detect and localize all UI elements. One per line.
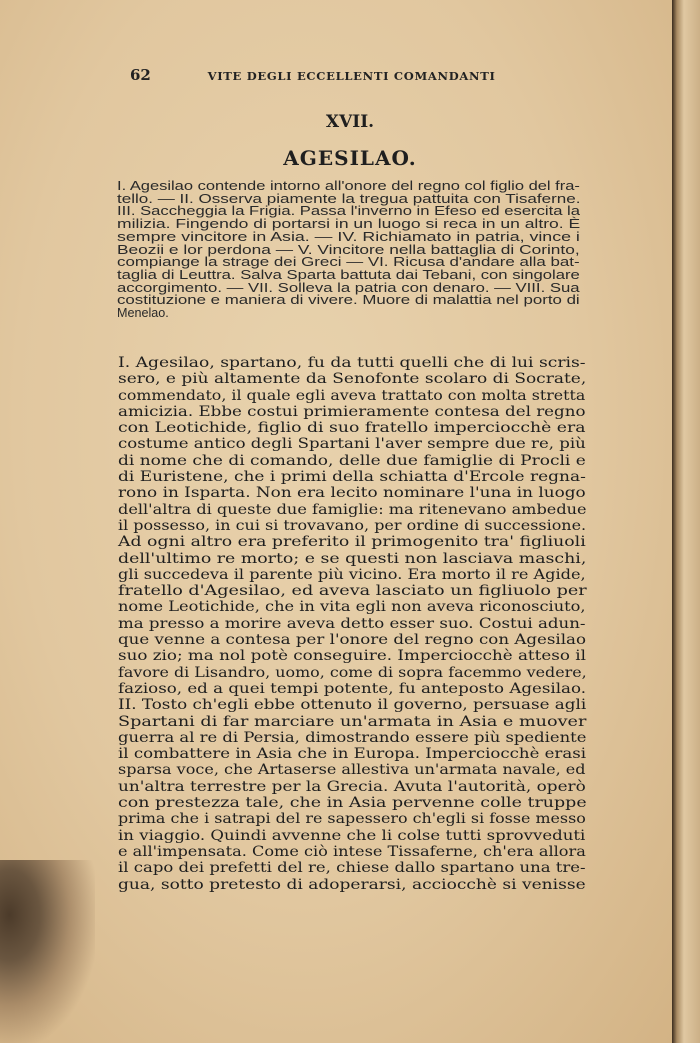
body-line: con Leotichide, figlio di suo fratello imperciocchè era xyxy=(118,420,586,437)
body-line: il combattere in Asia che in Europa. Imperciocchè erasi xyxy=(118,746,587,763)
summary-line: I. Agesilao contende intorno all'onore del regno col figlio del fra- xyxy=(117,179,580,193)
summary-line: tello. — II. Osserva piamente la tregua pattuita con Tisaferne. xyxy=(117,191,581,206)
body-line: dell'altra di queste due famiglie: ma ritenevano ambedue xyxy=(118,501,587,518)
running-head xyxy=(130,66,496,84)
body-line: que venne a contesa per l'onore del regno con Agesilao xyxy=(118,632,586,649)
summary-line: sempre vincitore in Asia. — IV. Richiamato in patria, vince i xyxy=(117,229,580,244)
body-line: Spartani di far marciare un'armata in Asia e muover xyxy=(118,713,587,730)
body-line: dell'ultimo re morto; e se questi non lasciava maschi, xyxy=(118,550,587,567)
body-line: con prestezza tale, che in Asia pervenne colle truppe xyxy=(118,795,587,812)
body-line: rono in Isparta. Non era lecito nominare l'una in luogo xyxy=(118,485,586,502)
chapter-title: AGESILAO. xyxy=(283,146,417,170)
body-line: di Euristene, che i primi della schiatta d'Ercole regna- xyxy=(118,469,586,486)
summary-line: taglia di Leuttra. Salva Sparta battuta dai Tebani, con singolare xyxy=(117,267,580,282)
summary-line: costituzione e maniera di vivere. Muore di malattia nel porto di xyxy=(117,293,580,308)
running-title: VITE DEGLI ECCELLENTI COMANDANTI xyxy=(207,69,496,83)
summary-line: III. Saccheggia la Frigia. Passa l'inverno in Efeso ed esercita la xyxy=(117,204,580,219)
body-line: fratello d'Agesilao, ed aveva lasciato un figliuolo per xyxy=(118,583,587,600)
body-line: costume antico degli Spartani l'aver sempre due re, più xyxy=(118,436,586,453)
body-line: un'altra terrestre per la Grecia. Avuta l'autorità, operò xyxy=(118,778,586,795)
page-stain xyxy=(0,860,95,1043)
body-line: amicizia. Ebbe costui primieramente contesa del regno xyxy=(118,403,586,420)
body-line: Ad ogni altro era preferito il primogenito tra' figliuoli xyxy=(118,534,586,551)
body-line: sparsa voce, che Artaserse allestiva un'armata navale, ed xyxy=(118,762,586,779)
body-line: sero, e più altamente da Senofonte scolaro di Socrate, xyxy=(118,371,587,388)
summary-line: compiange la strage dei Greci — VI. Ricusa d'andare alla bat- xyxy=(117,255,580,270)
body-line: ma presso a morire aveva detto esser suo. Costui adun- xyxy=(118,615,586,632)
body-line: in viaggio. Quindi avvenne che li colse tutti sprovveduti xyxy=(118,827,586,844)
body-line: gua, sotto pretesto di adoperarsi, acciocchè si venisse xyxy=(118,876,586,893)
body-line: il capo dei prefetti del re, chiese dallo spartano una tre- xyxy=(118,860,586,877)
body-line: I. Agesilao, spartano, fu da tutti quelli che di lui scris- xyxy=(118,355,586,371)
adjacent-page-edge xyxy=(672,0,700,1043)
body-line: e all'impensata. Come ciò intese Tissaferne, ch'era allora xyxy=(118,843,586,860)
body-line: suo zio; ma nol potè conseguire. Imperciocchè atteso il xyxy=(118,648,586,665)
summary-line: Beozii e lor perdona — V. Vincitore nella battaglia di Corinto, xyxy=(117,242,580,257)
body-line: guerra al re di Persia, dimostrando essere più spediente xyxy=(118,729,587,746)
body-line: di nome che di comando, delle due famiglie di Procli e xyxy=(118,452,586,469)
body-line: nome Leotichide, che in vita egli non aveva riconosciuto, xyxy=(118,599,586,616)
body-line: prima che i satrapi del re sapessero ch'egli si fosse messo xyxy=(118,811,586,828)
body-line: II. Tosto ch'egli ebbe ottenuto il governo, persuase agli xyxy=(118,697,587,714)
summary-line: accorgimento. — VII. Solleva la patria con denaro. — VIII. Sua xyxy=(117,280,580,295)
body-text xyxy=(118,355,586,893)
summary-line: Menelao. xyxy=(117,306,169,321)
page-number: 62 xyxy=(130,66,151,84)
body-line: favore di Lisandro, uomo, come di sopra facemmo vedere, xyxy=(118,664,587,681)
body-line: fazioso, ed a quei tempi potente, fu anteposto Agesilao. xyxy=(118,680,586,697)
body-line: il possesso, in cui si trovavano, per ordine di successione. xyxy=(118,517,587,534)
body-line: gli succedeva il parente più vicino. Era morto il re Agide, xyxy=(118,566,586,583)
summary-line: milizia. Fingendo di portarsi in un luogo si reca in un altro. È xyxy=(117,217,581,232)
chapter-number: XVII. xyxy=(325,112,375,132)
chapter-summary xyxy=(117,180,585,320)
body-line: commendato, il quale egli aveva trattato con molta stretta xyxy=(118,387,586,404)
